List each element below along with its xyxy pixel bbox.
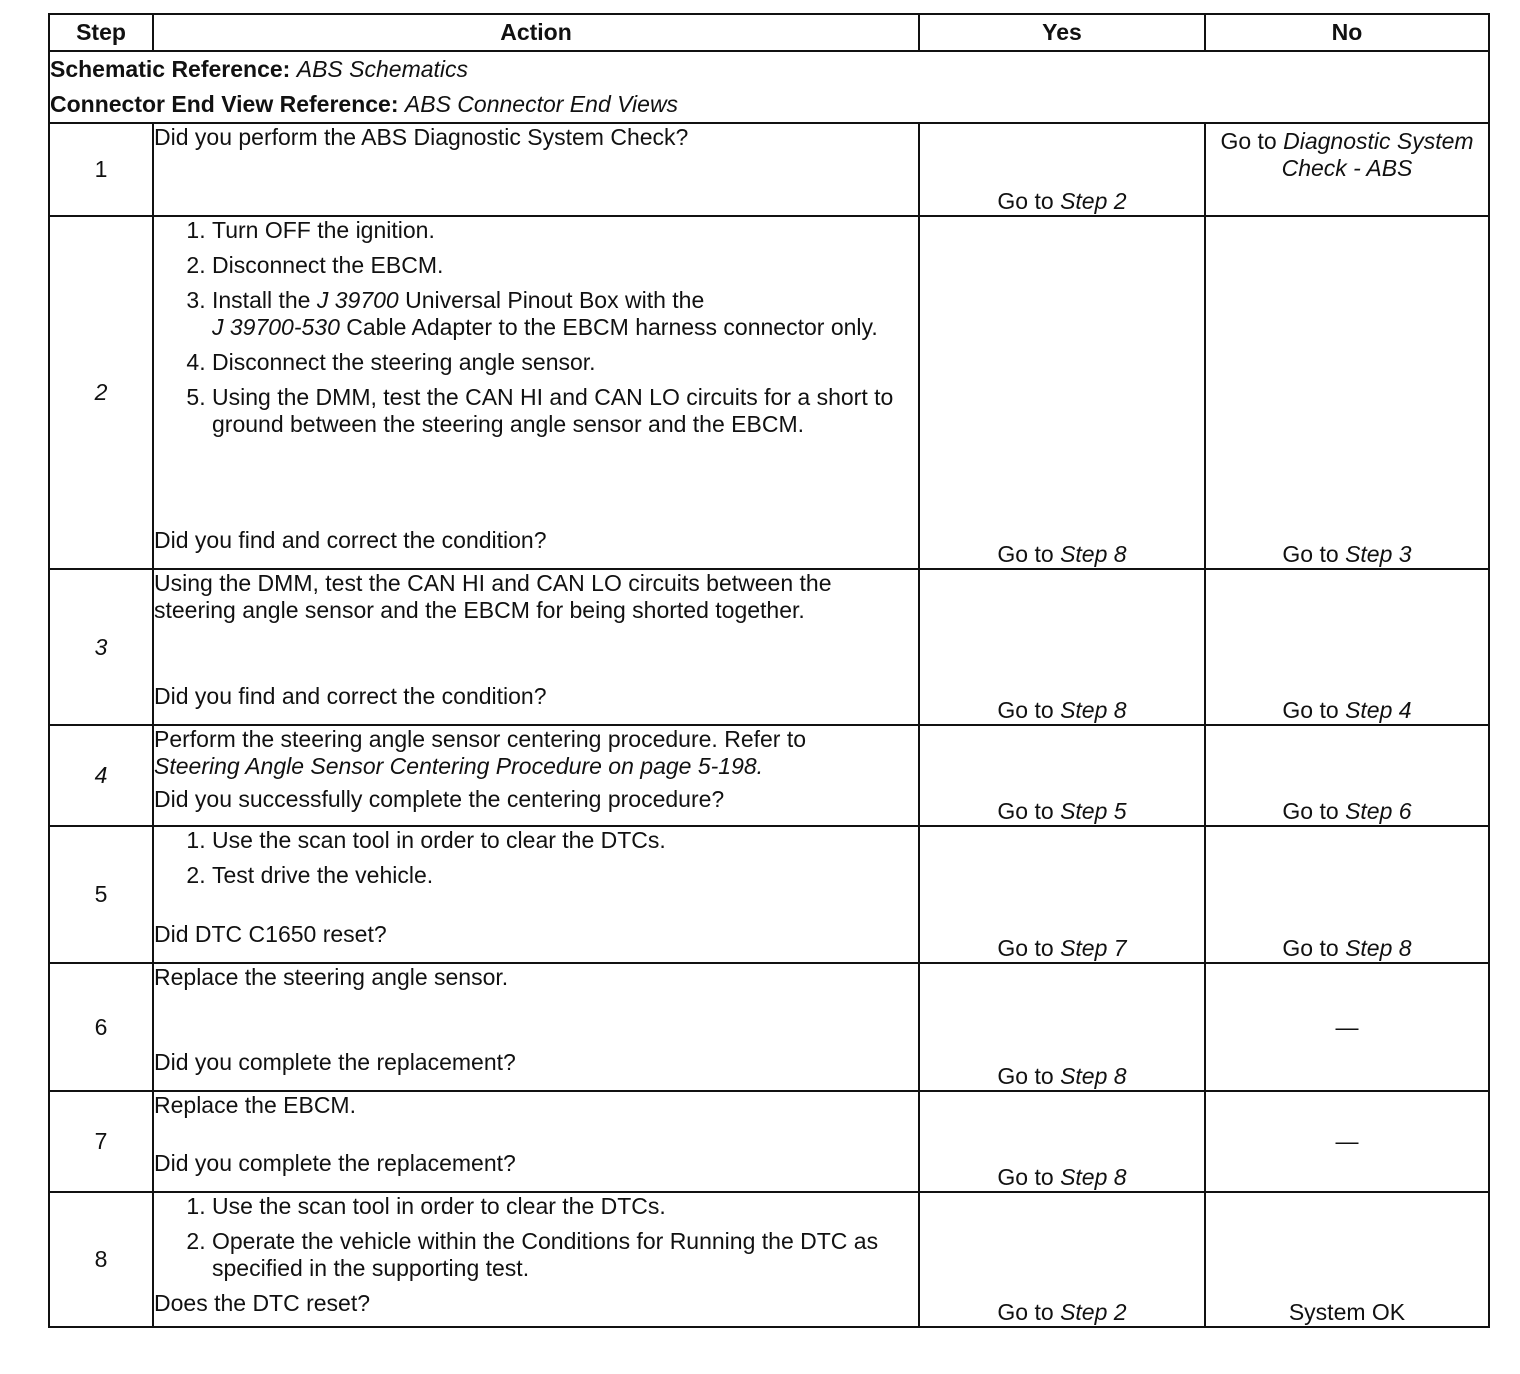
yes-cell	[919, 963, 1205, 1091]
action-cell	[153, 963, 919, 1091]
list-item: 1. Use the scan tool in order to clear the DTCs.	[212, 1193, 918, 1220]
no-prefix: Go to	[1282, 697, 1339, 723]
yes-link[interactable]: Step 2	[1060, 1299, 1127, 1325]
tool-ref: J 39700-530	[212, 314, 340, 340]
action-text: Perform the steering angle sensor centering procedure. Refer to Steering Angle Sensor Centering Procedure on page 5-198.	[154, 726, 807, 779]
no-cell: —	[1205, 963, 1489, 1091]
no-link[interactable]: Step 3	[1345, 541, 1412, 567]
action-question: Did you complete the replacement?	[154, 1049, 516, 1075]
action-cell	[153, 826, 919, 963]
no-prefix: Go to	[1282, 541, 1339, 567]
no-prefix: Go to	[1282, 935, 1339, 961]
step-number: 6	[49, 963, 153, 1091]
action-question: Did you successfully complete the centering procedure?	[154, 786, 725, 812]
action-cell	[153, 725, 919, 826]
yes-cell	[919, 1192, 1205, 1327]
no-cell	[1205, 123, 1489, 216]
header-yes: Yes	[919, 14, 1205, 51]
no-prefix: Go to	[1220, 128, 1277, 154]
reference-cell	[49, 51, 1489, 123]
yes-prefix: Go to	[997, 798, 1054, 824]
yes-prefix: Go to	[997, 541, 1054, 567]
no-cell	[1205, 826, 1489, 963]
table-row	[49, 725, 1489, 826]
no-cell	[1205, 216, 1489, 569]
procedure-ref[interactable]: Steering Angle Sensor Centering Procedure on page 5-198.	[154, 753, 764, 779]
yes-link[interactable]: Step 8	[1060, 1063, 1127, 1089]
no-prefix: Go to	[1282, 798, 1339, 824]
list-item: 3. Install the J 39700 Universal Pinout Box with the J 39700-530 Cable Adapter to the EBCM harness connector only.	[212, 287, 918, 341]
connector-reference	[50, 87, 1488, 122]
yes-link[interactable]: Step 7	[1060, 935, 1127, 961]
yes-link[interactable]: Step 8	[1060, 697, 1127, 723]
step-number: 1	[49, 123, 153, 216]
table-row	[49, 1192, 1489, 1327]
yes-link[interactable]: Step 8	[1060, 1164, 1127, 1190]
no-link[interactable]: Step 6	[1345, 798, 1412, 824]
header-row	[49, 14, 1489, 51]
yes-prefix: Go to	[997, 697, 1054, 723]
table-row	[49, 216, 1489, 569]
action-question: Did you complete the replacement?	[154, 1150, 516, 1176]
list-item: 1. Turn OFF the ignition.	[212, 217, 918, 244]
yes-prefix: Go to	[997, 1299, 1054, 1325]
action-question: Did you find and correct the condition?	[154, 527, 547, 553]
action-cell	[153, 1192, 919, 1327]
yes-cell	[919, 725, 1205, 826]
schematic-reference-label: Schematic Reference:	[50, 56, 291, 82]
table-row	[49, 963, 1489, 1091]
yes-link[interactable]: Step 2	[1060, 188, 1127, 214]
action-question: Did you perform the ABS Diagnostic System Check?	[154, 124, 689, 150]
connector-reference-value: ABS Connector End Views	[404, 91, 679, 117]
table-row	[49, 1091, 1489, 1192]
action-cell	[153, 216, 919, 569]
list-item: 5. Using the DMM, test the CAN HI and CAN LO circuits for a short to ground between the steering angle sensor and the EBCM.	[212, 384, 918, 438]
header-no: No	[1205, 14, 1489, 51]
action-question: Does the DTC reset?	[154, 1290, 371, 1316]
no-link[interactable]: Step 8	[1345, 935, 1412, 961]
step-number	[49, 725, 153, 826]
step-number	[49, 216, 153, 569]
list-item: 2. Disconnect the EBCM.	[212, 252, 918, 279]
step-number: 7	[49, 1091, 153, 1192]
step-number-text: 3	[94, 633, 108, 660]
header-action: Action	[153, 14, 919, 51]
schematic-reference	[50, 52, 1488, 87]
header-step: Step	[49, 14, 153, 51]
action-text: Replace the steering angle sensor.	[154, 964, 509, 990]
action-cell	[153, 1091, 919, 1192]
action-cell	[153, 123, 919, 216]
action-question: Did DTC C1650 reset?	[154, 921, 387, 947]
step-number-text: 2	[94, 379, 108, 405]
yes-cell	[919, 216, 1205, 569]
yes-cell	[919, 123, 1205, 216]
step-number: 8	[49, 1192, 153, 1327]
table-row	[49, 569, 1489, 725]
yes-prefix: Go to	[997, 1164, 1054, 1190]
list-item: 4. Disconnect the steering angle sensor.	[212, 349, 918, 376]
no-link[interactable]: Diagnostic System Check - ABS	[1281, 128, 1474, 181]
step-number	[49, 569, 153, 725]
table-row	[49, 826, 1489, 963]
no-link[interactable]: Step 4	[1345, 697, 1412, 723]
action-list	[154, 827, 918, 897]
step-number-text: 4	[94, 762, 108, 788]
yes-link[interactable]: Step 8	[1060, 541, 1127, 567]
tool-ref: J 39700	[316, 287, 399, 313]
step-number: 5	[49, 826, 153, 963]
action-cell	[153, 569, 919, 725]
yes-cell	[919, 569, 1205, 725]
yes-prefix: Go to	[997, 188, 1054, 214]
no-cell: —	[1205, 1091, 1489, 1192]
action-question: Did you find and correct the condition?	[154, 683, 547, 709]
no-cell: System OK	[1205, 1192, 1489, 1327]
list-item: 1. Use the scan tool in order to clear the DTCs.	[212, 827, 918, 854]
no-cell	[1205, 569, 1489, 725]
action-list	[154, 217, 918, 446]
yes-cell	[919, 1091, 1205, 1192]
table-row	[49, 123, 1489, 216]
yes-prefix: Go to	[997, 935, 1054, 961]
no-cell	[1205, 725, 1489, 826]
yes-link[interactable]: Step 5	[1060, 798, 1127, 824]
schematic-reference-value: ABS Schematics	[296, 56, 469, 82]
action-text: Using the DMM, test the CAN HI and CAN LO circuits between the steering angle sensor and the EBCM for being shorted together.	[154, 570, 832, 623]
connector-reference-label: Connector End View Reference:	[50, 91, 399, 117]
action-list	[154, 1193, 918, 1290]
reference-row	[49, 51, 1489, 123]
list-item: 2. Operate the vehicle within the Conditions for Running the DTC as specified in the supporting test.	[212, 1228, 918, 1282]
yes-prefix: Go to	[997, 1063, 1054, 1089]
list-item: 2. Test drive the vehicle.	[212, 862, 918, 889]
diagnostic-table	[48, 13, 1490, 1328]
action-text: Replace the EBCM.	[154, 1092, 356, 1118]
yes-cell	[919, 826, 1205, 963]
